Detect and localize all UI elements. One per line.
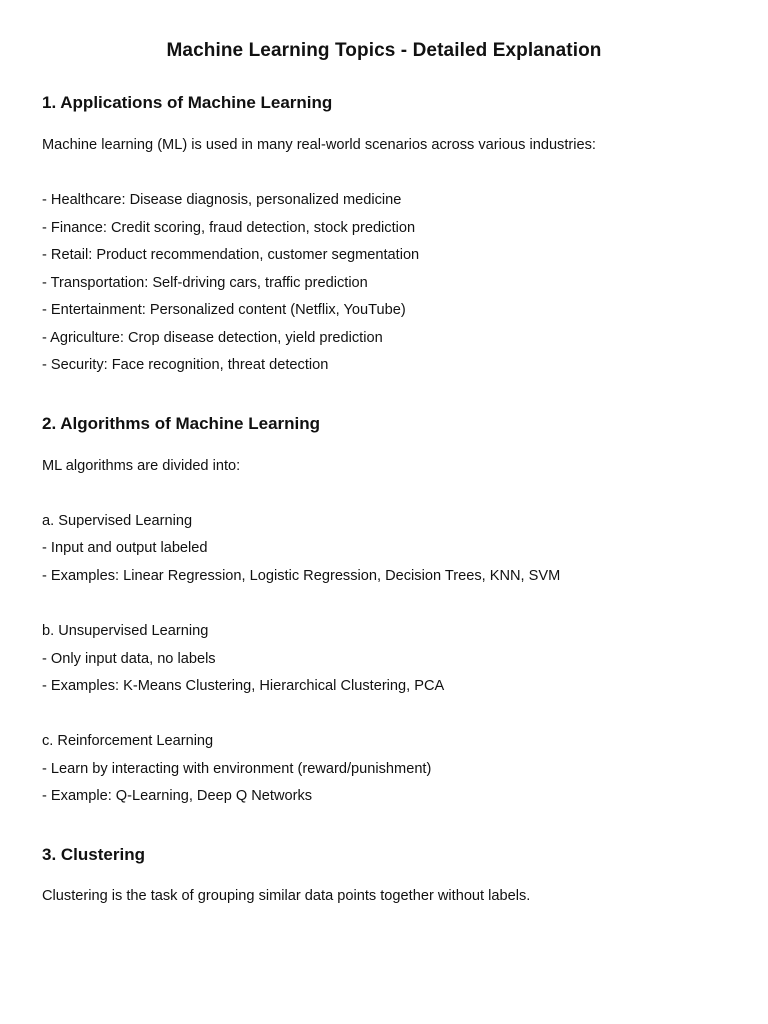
- subsection-label-unsupervised: b. Unsupervised Learning: [42, 623, 209, 639]
- subsection-label-supervised: a. Supervised Learning: [42, 513, 193, 529]
- section-1-intro: Machine learning (ML) is used in many real-world scenarios across various industries:: [42, 137, 596, 153]
- list-item: - Example: Q-Learning, Deep Q Networks: [42, 788, 313, 804]
- list-item: - Input and output labeled: [42, 540, 208, 556]
- list-item: - Learn by interacting with environment (reward/punishment): [42, 761, 432, 777]
- list-item: - Agriculture: Crop disease detection, yield prediction: [42, 330, 383, 346]
- subsection-label-reinforcement: c. Reinforcement Learning: [42, 733, 214, 749]
- list-item: - Healthcare: Disease diagnosis, personalized medicine: [42, 192, 402, 208]
- section-2-intro: ML algorithms are divided into:: [42, 458, 241, 474]
- section-2-heading: 2. Algorithms of Machine Learning: [42, 414, 321, 433]
- list-item: - Retail: Product recommendation, customer segmentation: [42, 247, 420, 263]
- list-item: - Entertainment: Personalized content (Netflix, YouTube): [42, 302, 406, 318]
- list-item: - Only input data, no labels: [42, 651, 216, 667]
- list-item: - Finance: Credit scoring, fraud detection, stock prediction: [42, 220, 416, 236]
- list-item: - Examples: K-Means Clustering, Hierarchical Clustering, PCA: [42, 678, 445, 694]
- list-item: - Transportation: Self-driving cars, traffic prediction: [42, 275, 368, 291]
- document-title: Machine Learning Topics - Detailed Explanation: [166, 40, 602, 61]
- list-item: - Security: Face recognition, threat detection: [42, 357, 329, 373]
- section-3-intro: Clustering is the task of grouping similar data points together without labels.: [42, 888, 531, 904]
- section-1-heading: 1. Applications of Machine Learning: [42, 93, 333, 112]
- section-3-heading: 3. Clustering: [42, 845, 145, 864]
- list-item: - Examples: Linear Regression, Logistic Regression, Decision Trees, KNN, SVM: [42, 568, 561, 584]
